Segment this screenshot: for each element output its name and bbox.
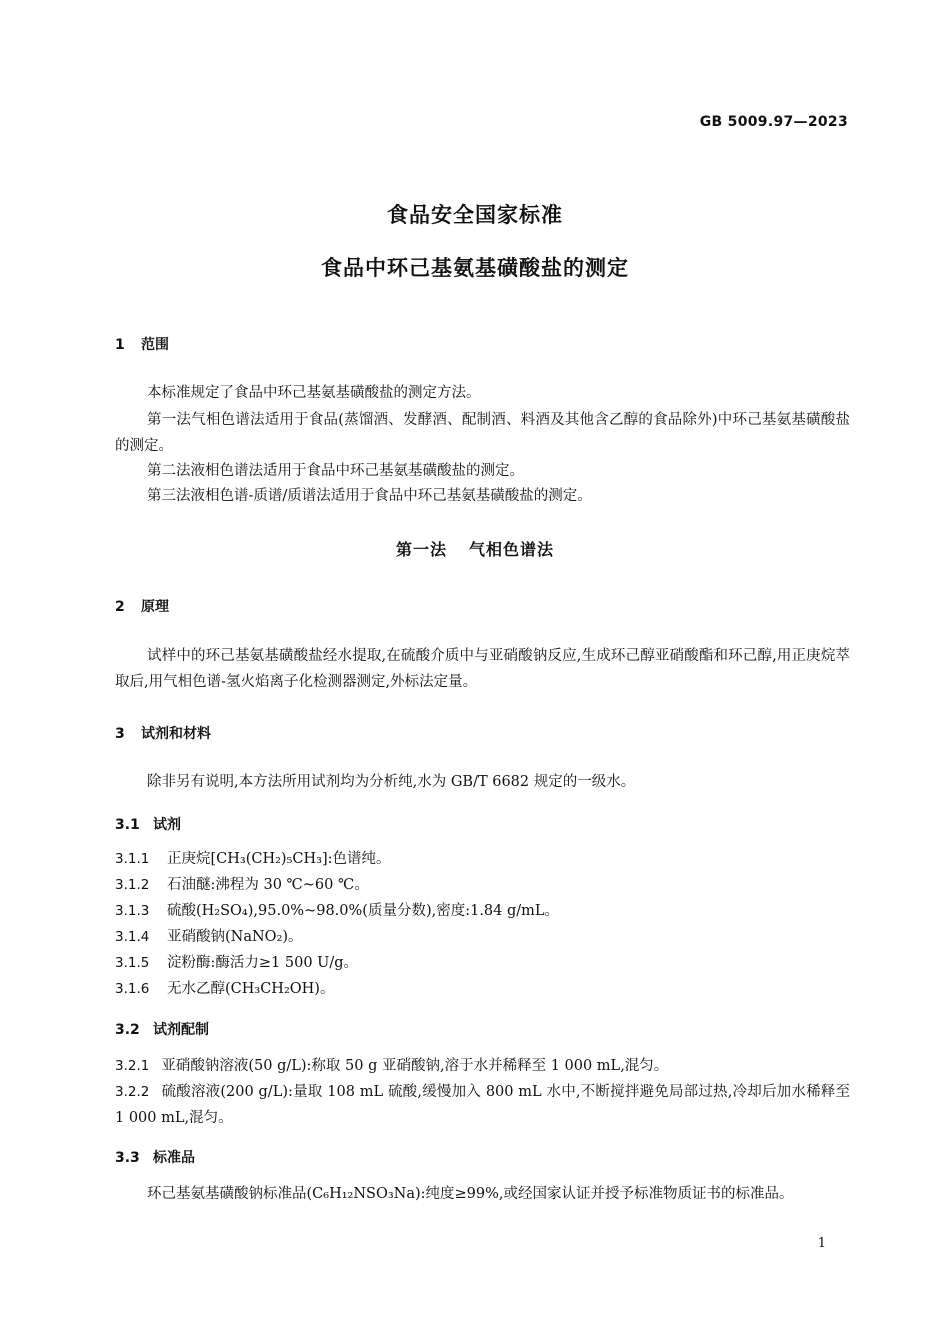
method-heading xyxy=(0,537,950,560)
section-title: 试剂 xyxy=(153,817,181,833)
section-number: 3 xyxy=(115,726,125,742)
section-title: 原理 xyxy=(141,599,169,615)
section-number: 1 xyxy=(115,337,125,353)
section-number: 3.1 xyxy=(115,817,140,833)
section-title: 试剂配制 xyxy=(153,1022,209,1038)
item-number: 3.2.1 xyxy=(115,1058,150,1074)
item-text: 硫酸溶液(200 g/L):量取 108 mL 硫酸,缓慢加入 800 mL 水中,不断搅拌避免局部过热,冷却后加水稀释至 1 000 mL,混匀。 xyxy=(115,1084,850,1126)
list-item xyxy=(115,1053,850,1079)
item-number: 3.1.6 xyxy=(115,981,150,997)
subsection-3-1-heading xyxy=(115,814,181,834)
list-item xyxy=(115,872,850,898)
item-text: 石油醚:沸程为 30 ℃~60 ℃。 xyxy=(167,877,369,893)
section-title: 试剂和材料 xyxy=(141,726,211,742)
item-number: 3.1.5 xyxy=(115,955,150,971)
paragraph: 第三法液相色谱-质谱/质谱法适用于食品中环己基氨基磺酸盐的测定。 xyxy=(147,488,592,504)
section-1-heading xyxy=(115,334,169,354)
item-text: 无水乙醇(CH₃CH₂OH)。 xyxy=(167,981,335,997)
section-number: 2 xyxy=(115,599,125,615)
list-item xyxy=(115,924,850,950)
section-3-heading xyxy=(115,723,211,743)
item-number: 3.1.2 xyxy=(115,877,150,893)
document-title-main: 食品安全国家标准 xyxy=(387,203,563,227)
paragraph: 试样中的环己基氨基磺酸盐经水提取,在硫酸介质中与亚硝酸钠反应,生成环己醇亚硝酸酯和环己醇,用正庚烷萃取后,用气相色谱-氢火焰离子化检测器测定,外标法定量。 xyxy=(115,648,850,690)
section-title: 范围 xyxy=(141,337,169,353)
list-item xyxy=(115,950,850,976)
item-text: 正庚烷[CH₃(CH₂)₅CH₃]:色谱纯。 xyxy=(167,851,391,867)
item-number: 3.2.2 xyxy=(115,1084,150,1100)
item-text: 亚硝酸钠(NaNO₂)。 xyxy=(167,929,303,945)
method-label: 第一法 xyxy=(395,540,447,559)
paragraph: 环己基氨基磺酸钠标准品(C₆H₁₂NSO₃Na):纯度≥99%,或经国家认证并授予标准物质证书的标准品。 xyxy=(147,1186,794,1202)
list-item xyxy=(115,846,850,872)
paragraph: 第二法液相色谱法适用于食品中环己基氨基磺酸盐的测定。 xyxy=(147,463,524,479)
list-item xyxy=(115,976,850,1002)
subsection-3-2-heading xyxy=(115,1019,209,1039)
list-item xyxy=(115,898,850,924)
section-title: 标准品 xyxy=(153,1150,195,1166)
subsection-3-3-heading xyxy=(115,1147,195,1167)
item-number: 3.1.4 xyxy=(115,929,150,945)
item-number: 3.1.1 xyxy=(115,851,150,867)
section-2-heading xyxy=(115,596,169,616)
document-title-sub: 食品中环己基氨基磺酸盐的测定 xyxy=(321,256,629,280)
section-number: 3.2 xyxy=(115,1022,140,1038)
page-number: 1 xyxy=(817,1236,826,1251)
list-item xyxy=(115,1079,850,1131)
item-text: 亚硝酸钠溶液(50 g/L):称取 50 g 亚硝酸钠,溶于水并稀释至 1 000 mL,混匀。 xyxy=(161,1058,669,1074)
method-name: 气相色谱法 xyxy=(469,540,555,559)
item-text: 硫酸(H₂SO₄),95.0%~98.0%(质量分数),密度:1.84 g/mL。 xyxy=(167,903,560,919)
item-text: 淀粉酶:酶活力≥1 500 U/g。 xyxy=(167,955,359,971)
paragraph: 除非另有说明,本方法所用试剂均为分析纯,水为 GB/T 6682 规定的一级水。 xyxy=(147,774,636,790)
item-number: 3.1.3 xyxy=(115,903,150,919)
standard-number: GB 5009.97—2023 xyxy=(699,114,848,130)
paragraph: 本标准规定了食品中环己基氨基磺酸盐的测定方法。 xyxy=(147,385,481,401)
section-number: 3.3 xyxy=(115,1150,140,1166)
paragraph: 第一法气相色谱法适用于食品(蒸馏酒、发酵酒、配制酒、料酒及其他含乙醇的食品除外)中环己基氨基磺酸盐的测定。 xyxy=(115,412,850,454)
